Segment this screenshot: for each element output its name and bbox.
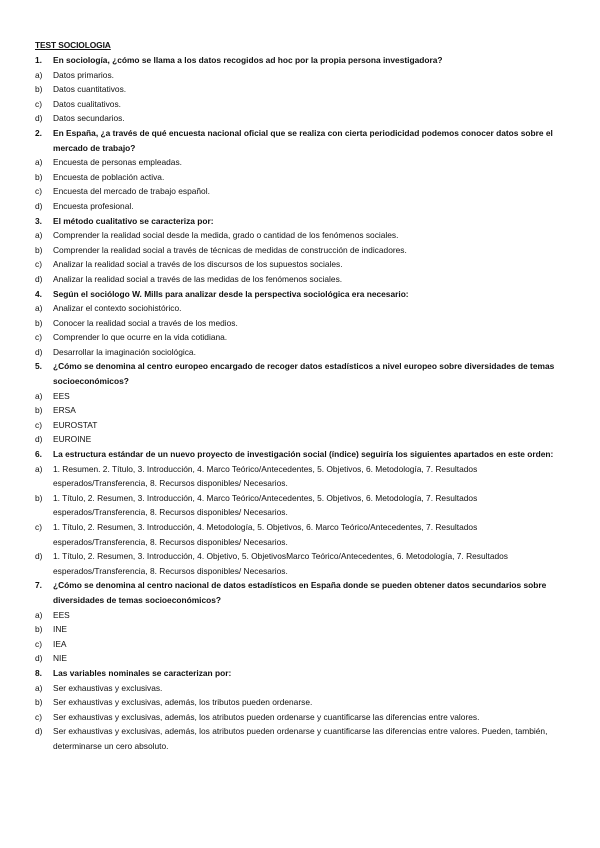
option-8-d: [35, 724, 565, 753]
option-letter: d): [35, 551, 43, 562]
option-text: Encuesta de población activa.: [53, 171, 165, 182]
option-letter: c): [35, 638, 42, 649]
option-7-a: [35, 608, 565, 623]
option-text: EES: [53, 609, 70, 620]
question-1: [35, 53, 565, 68]
question-number: 1.: [35, 55, 42, 65]
option-text: Conocer la realidad social a través de los medios.: [53, 317, 238, 328]
option-letter: c): [35, 186, 42, 197]
option-letter: c): [35, 419, 42, 430]
option-letter: a): [35, 303, 43, 314]
question-3: [35, 214, 565, 229]
option-letter: d): [35, 346, 43, 357]
option-letter: b): [35, 405, 43, 416]
option-text: Datos cuantitativos.: [53, 84, 127, 95]
option-letter: c): [35, 259, 42, 270]
option-8-b: [35, 695, 565, 710]
question-text: En España, ¿a través de qué encuesta nacional oficial que se realiza con cierta periodicidad podemos conocer datos sobre el mercado de trabajo?: [53, 127, 553, 153]
question-number: 4.: [35, 288, 42, 299]
option-text: 1. Título, 2. Resumen, 3. Introducción, 4. Metodología, 5. Objetivos, 6. Marco Teórico/Antecedentes, 7. Resultados esperados/Transferencia, 8. Recursos disponibles/ Necesarios.: [53, 522, 478, 547]
question-number: 2.: [35, 127, 42, 138]
question-number: 6.: [35, 449, 42, 460]
option-4-a: [35, 301, 565, 316]
option-text: 1. Título, 2. Resumen, 3. Introducción, 4. Marco Teórico/Antecedentes, 5. Objetivos, 6. Metodología, 7. Resultados esperados/Transferencia, 8. Recursos disponibles/ Necesarios.: [53, 492, 478, 518]
option-text: Ser exhaustivas y exclusivas, además, los tributos pueden ordenarse.: [53, 697, 313, 708]
question-text: En sociología, ¿cómo se llama a los datos recogidos ad hoc por la propia persona investigadora?: [53, 55, 443, 65]
question-text: El método cualitativo se caracteriza por:: [53, 215, 214, 226]
option-letter: c): [35, 332, 42, 343]
option-4-d: [35, 345, 565, 360]
option-text: INE: [53, 624, 67, 635]
option-letter: b): [35, 492, 43, 503]
option-letter: c): [35, 522, 42, 532]
option-text: ERSA: [53, 405, 76, 416]
option-letter: b): [35, 317, 43, 328]
option-letter: d): [35, 653, 43, 664]
question-text: Según el sociólogo W. Mills para analizar desde la perspectiva sociológica era necesario:: [53, 288, 409, 299]
option-5-c: [35, 418, 565, 433]
option-5-a: [35, 389, 565, 404]
option-letter: d): [35, 434, 43, 445]
question-4: [35, 287, 565, 302]
option-letter: a): [35, 157, 43, 168]
option-7-c: [35, 637, 565, 652]
option-1-b: [35, 82, 565, 97]
option-text: Desarrollar la imaginación sociológica.: [53, 346, 196, 357]
option-text: Ser exhaustivas y exclusivas, además, los atributos pueden ordenarse y cuantificarse las diferencias entre valores.: [53, 711, 480, 722]
option-letter: d): [35, 113, 43, 124]
option-text: Comprender la realidad social desde la medida, grado o cantidad de los fenómenos sociales.: [53, 230, 399, 241]
option-3-c: [35, 257, 565, 272]
option-3-a: [35, 228, 565, 243]
option-text: Datos primarios.: [53, 69, 114, 80]
option-text: Datos cualitativos.: [53, 98, 121, 109]
option-1-d: [35, 111, 565, 126]
question-number: 7.: [35, 580, 42, 591]
option-text: Analizar el contexto sociohistórico.: [53, 303, 182, 314]
option-6-c: [35, 520, 565, 549]
option-1-a: [35, 68, 565, 83]
option-letter: a): [35, 609, 43, 620]
option-letter: a): [35, 390, 43, 401]
option-text: IEA: [53, 638, 67, 649]
option-2-c: [35, 184, 565, 199]
question-2: [35, 126, 565, 155]
option-text: Analizar la realidad social a través de las medidas de los fenómenos sociales.: [53, 273, 343, 284]
option-text: Ser exhaustivas y exclusivas.: [53, 682, 163, 693]
option-letter: b): [35, 624, 43, 635]
option-2-d: [35, 199, 565, 214]
option-letter: d): [35, 200, 43, 211]
option-6-b: [35, 491, 565, 520]
option-text: EES: [53, 390, 70, 401]
option-letter: a): [35, 682, 43, 693]
option-4-c: [35, 330, 565, 345]
option-text: Encuesta profesional.: [53, 200, 134, 211]
option-letter: b): [35, 84, 43, 95]
option-6-d: [35, 549, 565, 578]
option-8-a: [35, 681, 565, 696]
question-text: ¿Cómo se denomina al centro europeo encargado de recoger datos estadísticos a nivel europeo sobre diversidades de temas socioeconómicos?: [53, 361, 555, 387]
option-text: Ser exhaustivas y exclusivas, además, los atributos pueden ordenarse y cuantificarse las diferencias entre valores. Pueden, también, determinarse un cero absoluto.: [53, 726, 548, 751]
option-text: Datos secundarios.: [53, 113, 125, 124]
option-text: EUROSTAT: [53, 419, 98, 430]
option-letter: d): [35, 726, 43, 737]
option-text: Comprender lo que ocurre en la vida cotidiana.: [53, 332, 228, 343]
option-letter: a): [35, 69, 43, 80]
option-letter: b): [35, 171, 43, 182]
option-letter: b): [35, 244, 43, 255]
question-number: 3.: [35, 215, 42, 226]
question-text: ¿Cómo se denomina al centro nacional de datos estadísticos en España donde se pueden obtener datos secundarios sobre diversidades de temas socioeconómicos?: [53, 580, 547, 605]
option-4-b: [35, 316, 565, 331]
option-6-a: [35, 462, 565, 491]
option-letter: a): [35, 463, 43, 474]
option-text: Analizar la realidad social a través de los discursos de los supuestos sociales.: [53, 259, 343, 270]
option-5-d: [35, 432, 565, 447]
option-text: 1. Título, 2. Resumen, 3. Introducción, 4. Objetivo, 5. ObjetivosMarco Teórico/Antecedentes, 6. Metodología, 7. Resultados esperados/Transferencia, 8. Recursos disponibles/ Necesarios.: [53, 551, 508, 576]
option-letter: b): [35, 697, 43, 708]
option-text: Encuesta del mercado de trabajo español.: [53, 186, 210, 197]
option-letter: d): [35, 273, 43, 284]
option-3-b: [35, 243, 565, 258]
document-title: TEST SOCIOLOGIA: [35, 40, 111, 50]
option-text: Comprender la realidad social a través de técnicas de medidas de construcción de indicadores.: [53, 244, 407, 255]
option-7-d: [35, 651, 565, 666]
option-2-b: [35, 170, 565, 185]
option-7-b: [35, 622, 565, 637]
question-8: [35, 666, 565, 681]
option-letter: c): [35, 98, 42, 109]
option-1-c: [35, 97, 565, 112]
option-2-a: [35, 155, 565, 170]
question-7: [35, 578, 565, 607]
question-list: [35, 53, 565, 754]
question-6: [35, 447, 565, 462]
option-text: EUROINE: [53, 434, 92, 445]
option-text: 1. Resumen. 2. Título, 3. Introducción, 4. Marco Teórico/Antecedentes, 5. Objetivos, 6. Metodología, 7. Resultados esperados/Transferencia, 8. Recursos disponibles/ Necesarios.: [53, 463, 478, 489]
option-letter: c): [35, 711, 42, 722]
question-text: Las variables nominales se caracterizan por:: [53, 667, 232, 678]
option-5-b: [35, 403, 565, 418]
question-text: La estructura estándar de un nuevo proyecto de investigación social (índice) seguiría los siguientes apartados en este orden:: [53, 449, 554, 460]
option-letter: a): [35, 230, 43, 241]
question-number: 8.: [35, 667, 42, 678]
option-text: NIE: [53, 653, 67, 664]
option-8-c: [35, 710, 565, 725]
question-5: [35, 359, 565, 388]
option-3-d: [35, 272, 565, 287]
option-text: Encuesta de personas empleadas.: [53, 157, 182, 168]
question-number: 5.: [35, 361, 42, 372]
